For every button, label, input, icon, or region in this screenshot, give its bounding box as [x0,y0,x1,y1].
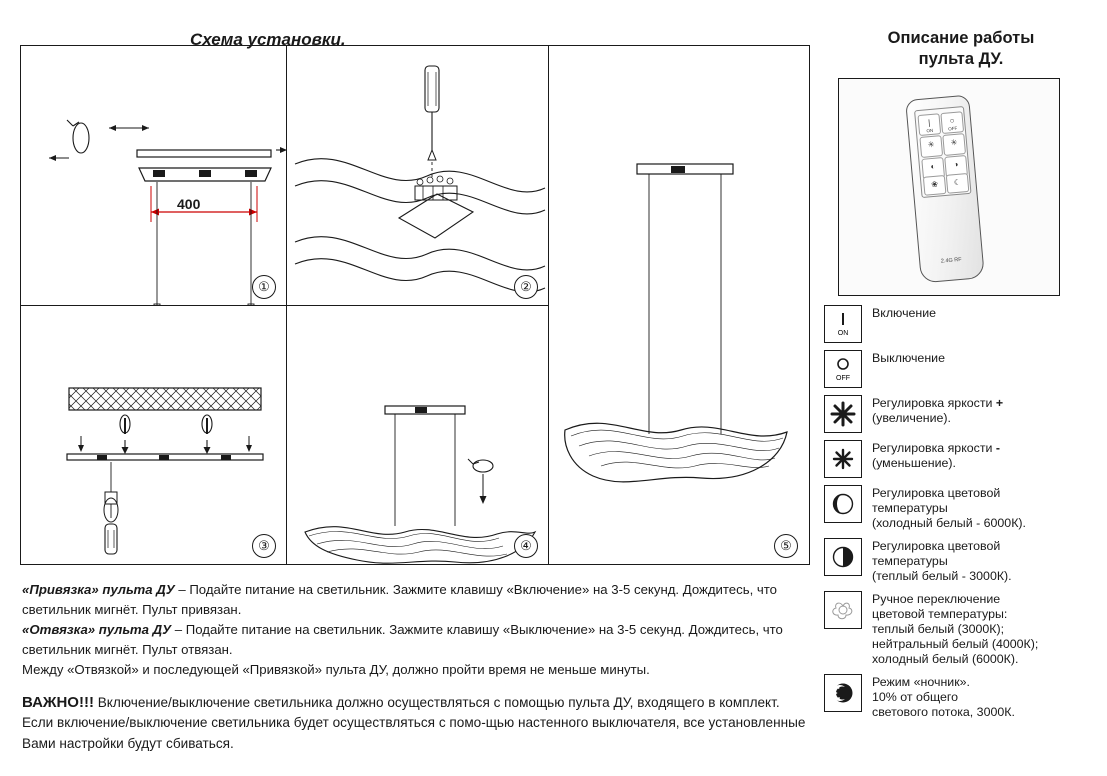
legend-warm-line1: Регулировка цветовой [872,539,1001,553]
step-4-drawing [287,306,549,564]
legend-item-night-mode [824,674,1104,720]
legend-text-night-mode [872,674,1015,720]
diagram-step-3 [21,306,287,564]
legend-brightness-down-accent: - [995,441,1001,455]
legend-text-color-temp-warm [872,538,1012,584]
remote-key-bright-up: ✳ [919,135,943,158]
legend-brightness-down-line1: Регулировка яркости [872,441,996,455]
step-number-1: ① [252,275,276,299]
important-block [22,693,812,755]
note-unbind-title: «Отвязка» пульта ДУ [22,622,172,637]
legend-night-line2: 10% от общего [872,690,959,704]
legend-cold-line1: Регулировка цветовой [872,486,1001,500]
legend-text-power-on: Включение [872,306,937,320]
manual-switch-icon [824,591,862,629]
notes-block [22,580,812,754]
brightness-down-icon [824,440,862,478]
important-label: ВАЖНО!!! [22,693,94,711]
legend-item-brightness-up [824,395,1104,433]
step-number-2: ② [514,275,538,299]
legend-manual-line5: холодный белый (6000К). [872,652,1019,666]
legend-item-color-temp-warm [824,538,1104,584]
remote-brand-label: 2.4G RF [940,256,962,265]
diagram-step-2 [287,46,549,306]
svg-text:ON: ON [837,330,849,337]
note-between: Между «Отвязкой» и последующей «Привязкой» пульта ДУ, должно пройти время не меньше минуты. [22,662,650,677]
remote-keypad-top [914,106,971,198]
dimension-400-label: 400 [177,196,201,212]
brightness-up-icon [824,395,862,433]
step-5-drawing [549,46,808,564]
step-number-3: ③ [252,534,276,558]
color-temp-warm-icon [824,538,862,576]
remote-title-line-1: Описание работы [887,29,1035,47]
legend-text-power-off: Выключение [872,351,945,365]
remote-title-line-2: пульта ДУ. [918,50,1004,68]
legend-brightness-up-accent: + [995,396,1004,410]
note-bind-text: – Подайте питание на светильник. Зажмите клавишу «Включение» на 3-5 секунд. Дождитесь, что светильник мигнёт. Пульт привязан. [22,582,778,617]
important-text: Включение/выключение светильника должно осуществляться с помощью пульта ДУ, входящего в комплект. Если включение/выключение светильника будет осуществляться с помо-щью настенного выключателя, все установленные Вами настройки будут сбиваться. [22,694,806,751]
remote-key-manual: ❀ [923,175,947,196]
diagram-step-4 [287,306,549,564]
legend-item-power-off [824,350,1104,388]
legend-night-line1: Режим «ночник». [872,675,970,689]
legend-text-manual-switch [872,591,1038,667]
remote-description-title [830,28,1092,70]
remote-key-night: ☾ [946,173,970,194]
step-number-5: ⑤ [774,534,798,558]
note-bind [22,580,812,619]
svg-text:OFF: OFF [836,375,850,382]
legend-text-brightness-down [872,440,1000,471]
power-on-icon [824,305,862,343]
remote-key-off: ○ OFF [940,111,964,134]
legend-text-brightness-up [872,395,1003,426]
legend-manual-line4: нейтральный белый (4000К); [872,637,1039,651]
remote-legend [824,305,1104,727]
legend-text-color-temp-cold [872,485,1026,531]
legend-brightness-up-line1: Регулировка яркости [872,396,996,410]
remote-key-cold: ◐ [921,157,945,180]
remote-device [905,95,985,284]
legend-cold-line3: (холодный белый - 6000К). [872,516,1026,530]
legend-item-power-on [824,305,1104,343]
legend-manual-line1: Ручное переключение [872,592,1001,606]
note-unbind-text: – Подайте питание на светильник. Зажмите клавишу «Выключение» на 3-5 секунд. Дождитесь, что светильник мигнёт. Пульт отвязан. [22,622,783,657]
legend-warm-line2: температуры [872,554,948,568]
night-mode-icon [824,674,862,712]
legend-cold-line2: температуры [872,501,948,515]
diagram-step-1 [21,46,287,306]
power-off-icon [824,350,862,388]
note-bind-title: «Привязка» пульта ДУ [22,582,175,597]
legend-item-brightness-down [824,440,1104,478]
note-unbind [22,620,812,659]
installation-scheme-title: Схема установки. [190,30,346,49]
legend-manual-line2: цветовой температуры: [872,607,1008,621]
legend-item-manual-switch [824,591,1104,667]
step-1-drawing [21,46,287,306]
remote-key-on: | ON [917,113,941,136]
legend-brightness-up-line2: (увеличение). [872,411,951,425]
legend-night-line3: светового потока, 3000К. [872,705,1015,719]
legend-manual-line3: теплый белый (3000К); [872,622,1005,636]
remote-photo-box [838,78,1060,296]
diagram-step-5 [549,46,808,564]
step-3-drawing [21,306,287,564]
step-2-drawing [287,46,549,306]
installation-diagram-grid [20,45,810,565]
remote-key-bright-down: ✳ [942,133,966,156]
legend-brightness-down-line2: (уменьшение). [872,456,956,470]
legend-warm-line3: (теплый белый - 3000К). [872,569,1012,583]
step-number-4: ④ [514,534,538,558]
color-temp-cold-icon [824,485,862,523]
legend-item-color-temp-cold [824,485,1104,531]
remote-key-warm: ◑ [944,155,968,178]
